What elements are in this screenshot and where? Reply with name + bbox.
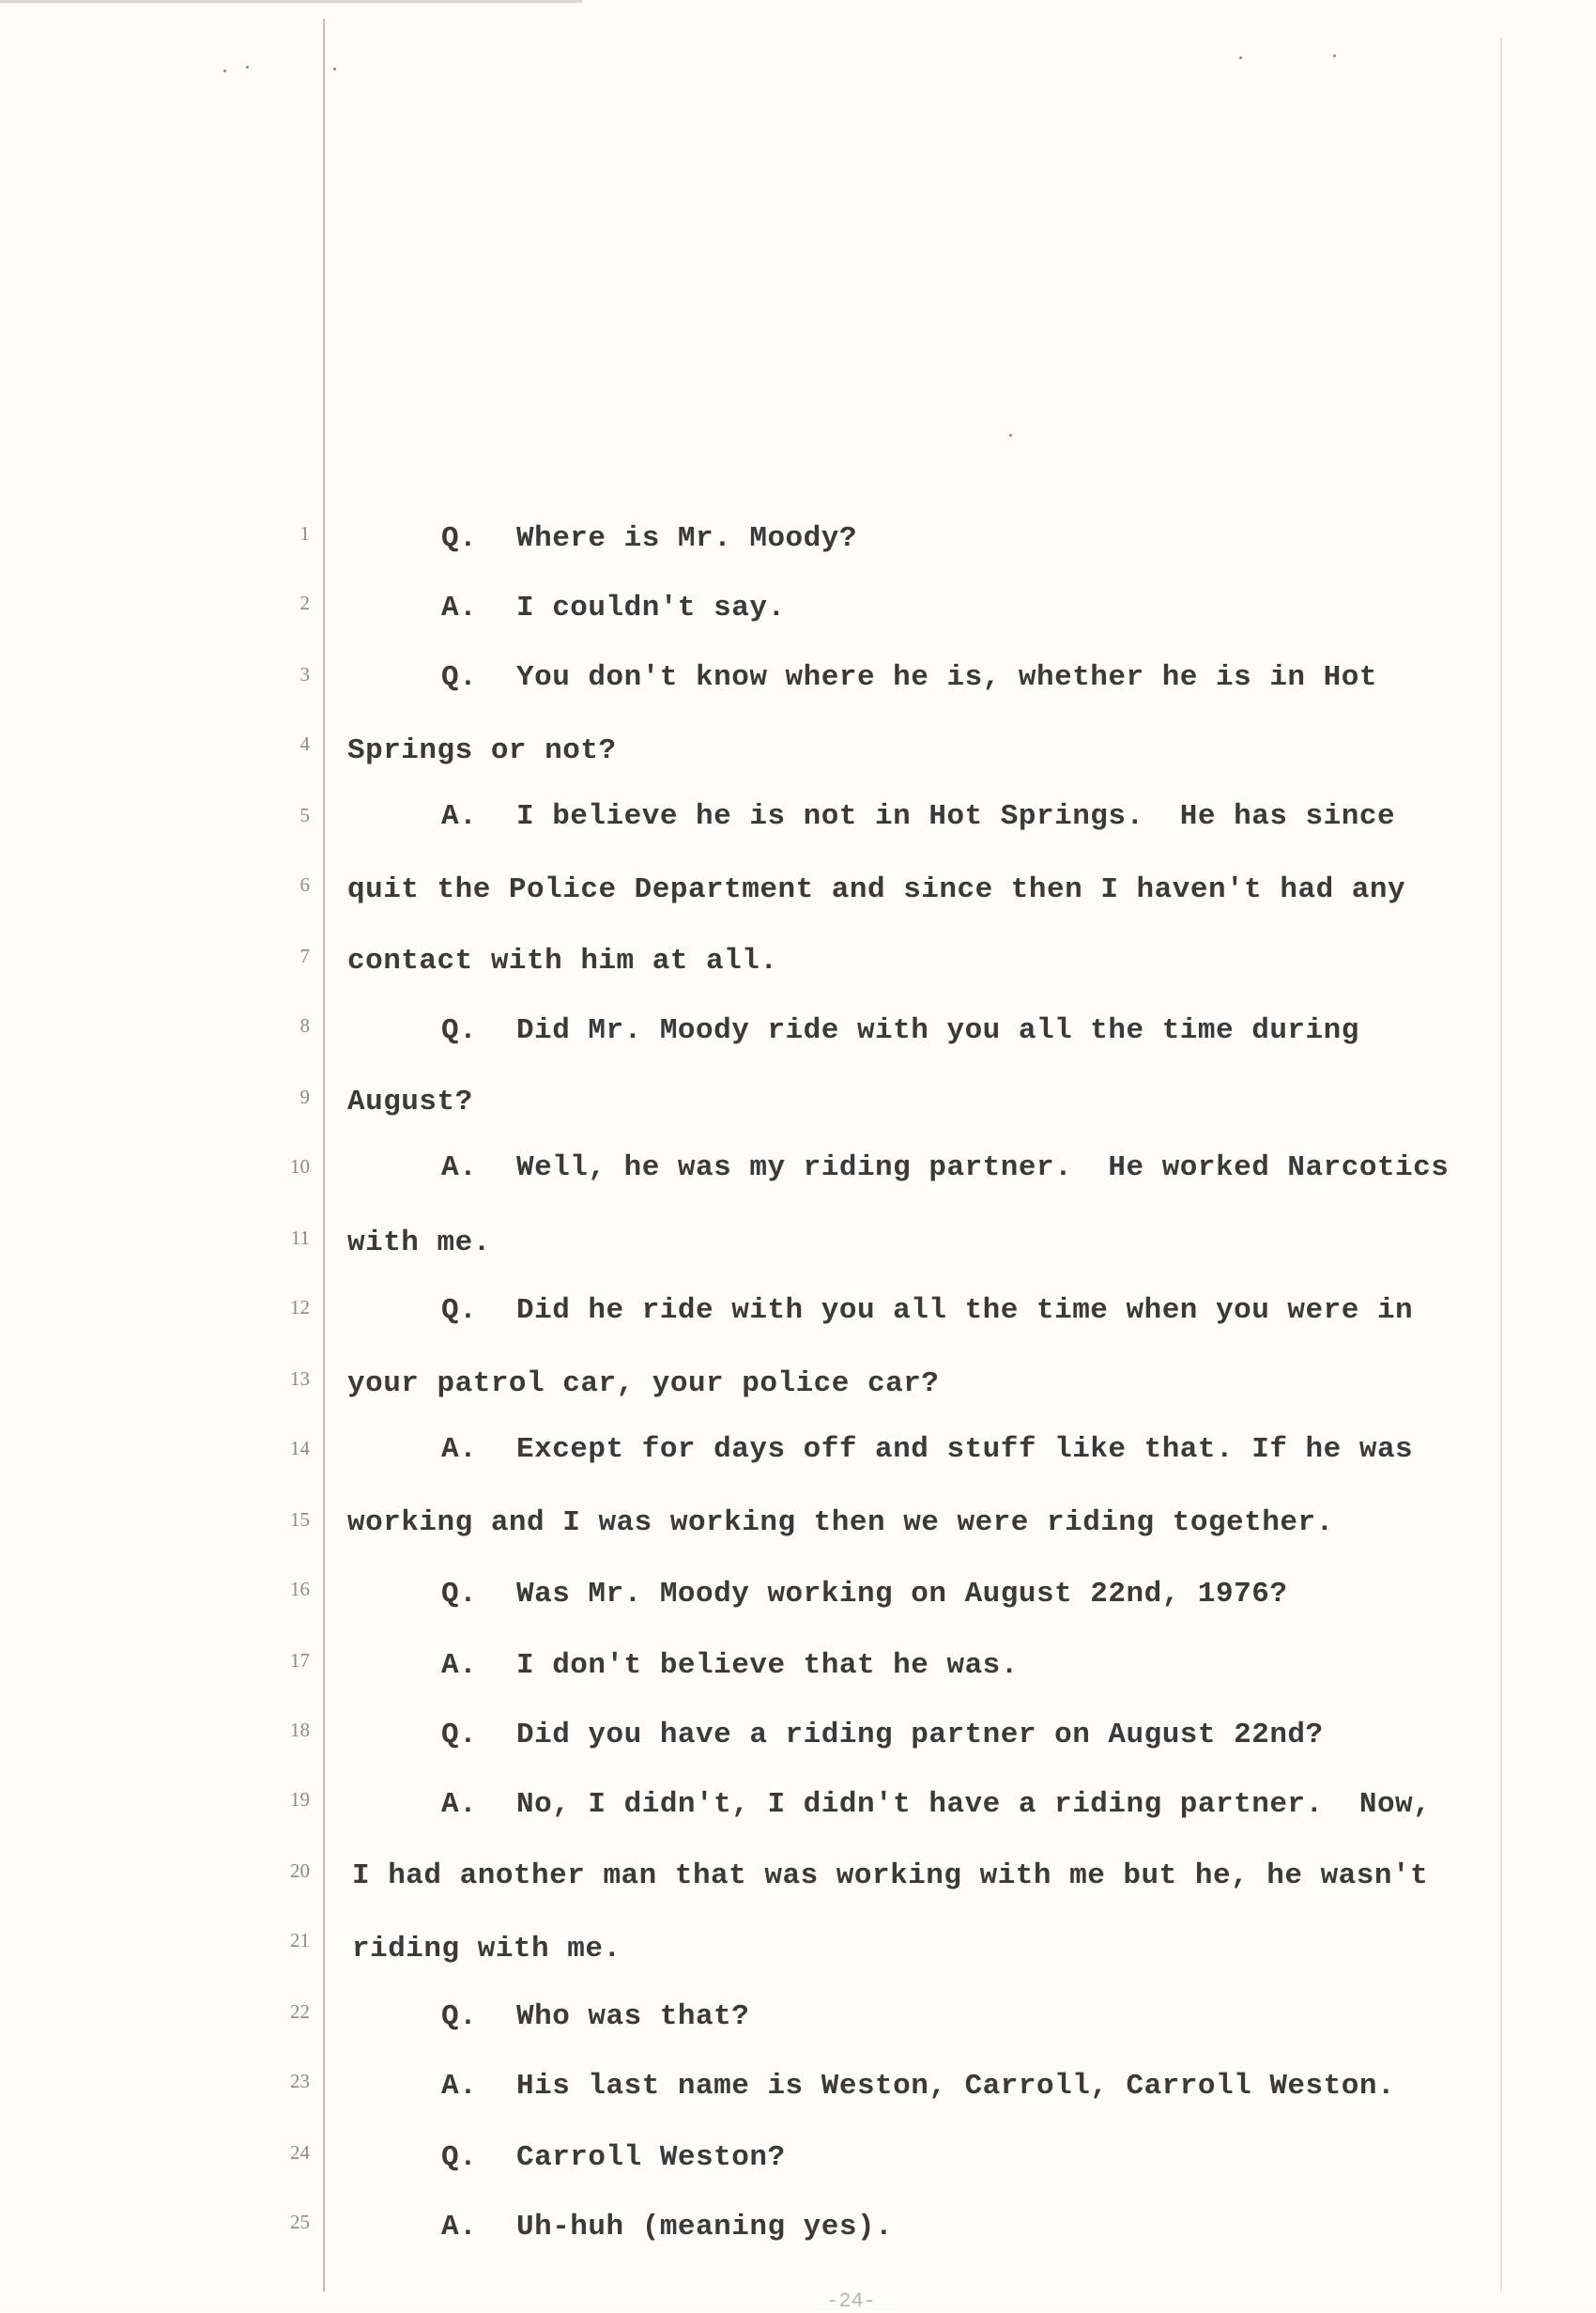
line-number: 9	[299, 1086, 310, 1108]
line-number: 8	[299, 1014, 310, 1037]
line-marker: A.	[441, 1649, 478, 1682]
line-marker: Q.	[441, 661, 478, 694]
transcript-line	[441, 1719, 1324, 1751]
line-marker: A.	[441, 2211, 478, 2244]
transcript-line	[441, 661, 1377, 694]
line-number: 7	[299, 945, 310, 967]
line-content: quit the Police Department and since then I haven't had any	[347, 873, 1406, 906]
line-content: Except for days off and stuff like that. If he was	[516, 1433, 1414, 1466]
transcript-line	[347, 1367, 939, 1400]
line-content: your patrol car, your police car?	[347, 1367, 940, 1400]
transcript-line	[441, 592, 786, 625]
paper-speck	[1009, 434, 1012, 437]
line-marker: A.	[441, 1788, 478, 1821]
line-marker: A.	[441, 2070, 478, 2103]
paper-speck	[1239, 56, 1242, 59]
line-number: 23	[290, 2070, 310, 2092]
line-content: Did he ride with you all the time when you were in	[516, 1294, 1414, 1327]
line-number: 15	[290, 1508, 310, 1531]
transcript-line	[441, 522, 857, 555]
line-number: 16	[290, 1578, 310, 1600]
line-number: 2	[299, 592, 310, 614]
line-marker: Q.	[441, 1294, 478, 1327]
paper-edge	[0, 0, 582, 3]
line-number: 25	[290, 2211, 310, 2233]
line-content: Carroll Weston?	[516, 2141, 786, 2174]
transcript-line	[441, 1649, 1019, 1682]
line-content: contact with him at all.	[347, 945, 778, 978]
line-marker: A.	[441, 1433, 478, 1466]
line-number: 22	[290, 2000, 310, 2023]
transcript-line	[441, 2000, 749, 2033]
line-number: 17	[290, 1649, 310, 1672]
line-marker: Q.	[441, 522, 478, 555]
line-number: 4	[299, 732, 310, 755]
transcript-line	[347, 1506, 1334, 1539]
line-content: I believe he is not in Hot Springs. He has since	[516, 800, 1396, 833]
paper-speck	[1333, 54, 1336, 57]
line-number: 13	[290, 1367, 310, 1390]
transcript-line	[441, 2141, 786, 2174]
line-number: 19	[290, 1788, 310, 1811]
line-content: Where is Mr. Moody?	[516, 522, 857, 555]
transcript-line	[441, 800, 1395, 833]
transcript-line	[441, 2070, 1395, 2103]
line-content: You don't know where he is, whether he is in Hot	[516, 661, 1377, 694]
line-number: 3	[299, 663, 310, 686]
line-marker: Q.	[441, 2000, 478, 2033]
line-number: 14	[290, 1437, 310, 1459]
left-margin-rule	[323, 19, 325, 2291]
transcript-line	[441, 1294, 1413, 1327]
line-number: 12	[290, 1296, 310, 1318]
transcript-line	[347, 734, 617, 767]
line-number: 18	[290, 1719, 310, 1741]
line-content: Springs or not?	[347, 734, 617, 767]
line-marker: Q.	[441, 2141, 478, 2174]
line-marker: A.	[441, 800, 478, 833]
line-content: Who was that?	[516, 2000, 750, 2033]
transcript-line	[441, 1578, 1287, 1611]
line-content: Uh-huh (meaning yes).	[516, 2211, 894, 2244]
transcript-line	[441, 1151, 1449, 1184]
line-content: Well, he was my riding partner. He worked Narcotics	[516, 1151, 1450, 1184]
transcript-line	[347, 945, 777, 978]
line-marker: Q.	[441, 1014, 478, 1047]
right-margin-rule	[1500, 38, 1502, 2291]
transcript-line	[441, 1788, 1431, 1821]
line-content: with me.	[347, 1226, 491, 1259]
page-number: -24-	[826, 2290, 876, 2313]
line-number: 11	[290, 1226, 310, 1249]
line-content: working and I was working then we were riding together.	[347, 1506, 1334, 1539]
paper-speck	[223, 69, 226, 72]
transcript-line	[352, 1859, 1428, 1892]
line-content: Did you have a riding partner on August 22nd?	[516, 1719, 1324, 1751]
transcript-line	[441, 2211, 893, 2244]
line-content: No, I didn't, I didn't have a riding partner. Now,	[516, 1788, 1432, 1821]
line-number: 10	[290, 1155, 310, 1178]
line-number: 21	[290, 1929, 310, 1951]
paper-speck	[333, 68, 336, 70]
line-marker: Q.	[441, 1578, 478, 1611]
line-number: 24	[290, 2141, 310, 2164]
transcript-line	[347, 1086, 473, 1118]
line-number: 6	[299, 873, 310, 896]
line-content: Did Mr. Moody ride with you all the time during	[516, 1014, 1359, 1047]
line-marker: Q.	[441, 1719, 478, 1751]
line-content: His last name is Weston, Carroll, Carroll Weston.	[516, 2070, 1396, 2103]
line-content: August?	[347, 1086, 473, 1118]
transcript-line	[352, 1933, 622, 1966]
line-content: I don't believe that he was.	[516, 1649, 1019, 1682]
line-number: 20	[290, 1859, 310, 1882]
line-content: Was Mr. Moody working on August 22nd, 1976?	[516, 1578, 1288, 1611]
line-content: I had another man that was working with me but he, he wasn't	[352, 1859, 1429, 1892]
transcript-line	[441, 1433, 1413, 1466]
line-marker: A.	[441, 592, 478, 625]
line-number: 1	[299, 522, 310, 545]
line-number: 5	[299, 804, 310, 826]
transcript-line	[441, 1014, 1359, 1047]
line-marker: A.	[441, 1151, 478, 1184]
line-content: riding with me.	[352, 1933, 622, 1966]
paper-speck	[246, 66, 249, 69]
transcript-line	[347, 873, 1405, 906]
transcript-line	[347, 1226, 491, 1259]
line-content: I couldn't say.	[516, 592, 786, 625]
